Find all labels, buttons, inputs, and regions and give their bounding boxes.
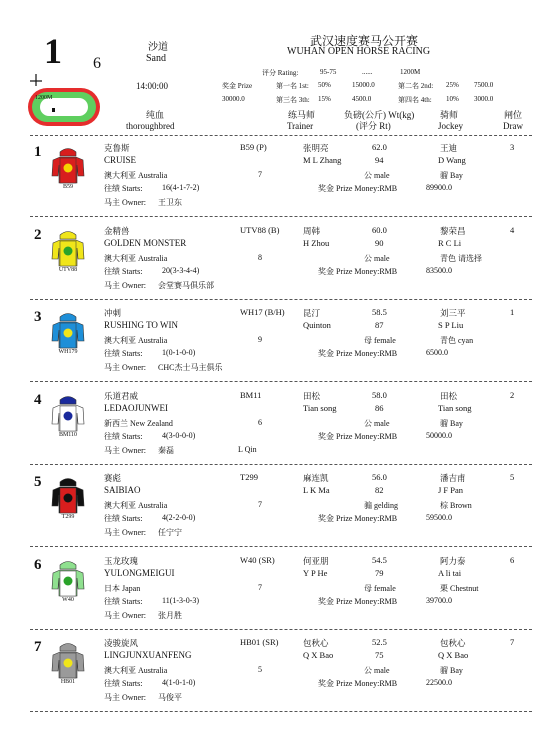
entry-number: 1 bbox=[34, 144, 42, 160]
prize-4th-pct: 10% bbox=[446, 95, 459, 103]
breed-cn: 纯血 bbox=[146, 110, 165, 120]
horse-name-cn: 克鲁斯 bbox=[104, 143, 130, 153]
divider bbox=[30, 464, 532, 465]
jockey-name-cn: 王迪 bbox=[440, 143, 458, 153]
prize-money-value: 39700.0 bbox=[426, 595, 452, 605]
owner-value: 任宁宁 bbox=[158, 528, 182, 537]
horse-color: 棕 Brown bbox=[440, 501, 472, 510]
prize-3rd-pct: 15% bbox=[318, 95, 331, 103]
weight-value: 54.5 bbox=[372, 554, 387, 565]
divider bbox=[30, 216, 532, 217]
starts-label: 往绩 Starts: bbox=[104, 679, 143, 688]
rating-value: 94 bbox=[375, 155, 384, 165]
weight-value: 58.0 bbox=[372, 389, 387, 400]
owner-label: 马主 Owner: bbox=[104, 280, 146, 290]
weight-header-en: (评分 Rt) bbox=[356, 121, 391, 131]
entry-number: 7 bbox=[34, 639, 42, 655]
owner-value: 马俊平 bbox=[158, 693, 182, 702]
gear-code: UTV88 (B) bbox=[240, 224, 280, 235]
barrier-draw: 1 bbox=[510, 307, 515, 317]
prize-money-value: 89900.0 bbox=[426, 183, 452, 192]
race-entry bbox=[0, 635, 550, 717]
jockey-header-cn: 骑师 bbox=[440, 110, 459, 120]
rating-value: 86 bbox=[375, 402, 384, 413]
gear-code: HB01 (SR) bbox=[240, 637, 279, 647]
owner-label: 马主 Owner: bbox=[104, 198, 146, 207]
horse-color: 骝 Bay bbox=[440, 171, 463, 180]
gear-code: B59 (P) bbox=[240, 142, 267, 152]
horse-age: 7 bbox=[258, 500, 262, 509]
horse-age: 5 bbox=[258, 665, 262, 674]
owner-label: 马主 Owner: bbox=[104, 693, 146, 702]
race-entry bbox=[0, 388, 550, 470]
starts-value: 4(2-2-0-0) bbox=[162, 513, 196, 522]
silk-code: WH179 bbox=[58, 349, 78, 355]
rating-value: 79 bbox=[375, 567, 384, 578]
surface-cn: 沙道 bbox=[148, 42, 168, 53]
trainer-name-cn: 何亚朋 bbox=[303, 555, 329, 566]
starts-value: 4(3-0-0-0) bbox=[162, 430, 196, 440]
horse-name-cn: 冲刺 bbox=[104, 308, 122, 318]
horse-color: 青色 请选择 bbox=[440, 253, 482, 263]
jockey-name-cn: 潘吉甫 bbox=[440, 473, 466, 483]
rating-value: 87 bbox=[375, 320, 384, 330]
weight-header-cn: 负磅(公斤) Wt(kg) bbox=[344, 110, 415, 120]
prize-4th-label: 第四名 4th: bbox=[398, 96, 432, 104]
prize-money-value: 83500.0 bbox=[426, 265, 452, 275]
horse-age: 9 bbox=[258, 335, 262, 344]
jockey-name-cn: 田松 bbox=[440, 390, 458, 401]
prize-money-label: 奖金 Prize Money:RMB bbox=[318, 514, 398, 523]
owner-value: 秦磊 bbox=[158, 445, 174, 455]
starts-value: 20(3-3-4-4) bbox=[162, 265, 200, 275]
barrier-draw: 5 bbox=[510, 472, 515, 482]
rating-value: 95-75 bbox=[320, 68, 337, 76]
rating-dots: ...... bbox=[362, 68, 373, 76]
jockey-silks-icon bbox=[50, 559, 86, 597]
horse-sex: 母 female bbox=[364, 336, 396, 345]
horse-sex: 公 male bbox=[364, 253, 390, 263]
starts-value: 11(1-3-0-3) bbox=[162, 595, 200, 605]
horse-age: 7 bbox=[258, 170, 262, 179]
breed-en: thoroughbred bbox=[126, 121, 175, 131]
rating-value: 75 bbox=[375, 650, 384, 660]
owner-label: 马主 Owner: bbox=[104, 528, 146, 537]
country: 澳大利亚 Australia bbox=[104, 336, 168, 345]
horse-name-cn: 金精兽 bbox=[104, 225, 130, 236]
surface-en: Sand bbox=[146, 53, 166, 64]
starts-label: 往绩 Starts: bbox=[104, 596, 143, 606]
jockey-name-en: Q X Bao bbox=[438, 650, 469, 660]
race-distance: 1200M bbox=[400, 68, 421, 76]
jockey-header-en: Jockey bbox=[438, 121, 463, 131]
owner-label: 马主 Owner: bbox=[104, 445, 146, 455]
horse-sex: 骟 gelding bbox=[364, 501, 398, 510]
draw-header-cn: 闸位 bbox=[504, 110, 523, 120]
trainer-name-cn: 昆汀 bbox=[303, 308, 321, 318]
weight-value: 52.5 bbox=[372, 637, 387, 647]
jockey-name-cn: 黎荣昌 bbox=[440, 225, 466, 236]
starts-label: 往绩 Starts: bbox=[104, 184, 143, 193]
race-title-en: WUHAN OPEN HORSE RACING bbox=[287, 46, 431, 57]
horse-name-en: CRUISE bbox=[104, 155, 137, 165]
starts-label: 往绩 Starts: bbox=[104, 266, 143, 276]
divider bbox=[30, 546, 532, 547]
jockey-name-en: J F Pan bbox=[438, 485, 464, 495]
race-entry bbox=[0, 470, 550, 552]
prize-label: 奖金 Prize bbox=[222, 82, 253, 90]
jockey-silks-icon bbox=[50, 476, 86, 514]
gear-code: T299 bbox=[240, 472, 258, 482]
gear-code: BM11 bbox=[240, 389, 262, 400]
race-title-cn: 武汉速度赛马公开赛 bbox=[310, 34, 419, 48]
track-distance-label: 1200M bbox=[35, 95, 53, 101]
silk-code: BM110 bbox=[58, 431, 78, 438]
silk-code: B59 bbox=[62, 184, 73, 190]
horse-name-en: GOLDEN MONSTER bbox=[104, 237, 187, 248]
owner-extra: L Qin bbox=[238, 444, 257, 454]
horse-sex: 公 male bbox=[364, 171, 390, 180]
jockey-silks-icon bbox=[50, 229, 86, 267]
country: 澳大利亚 Australia bbox=[104, 171, 168, 180]
trainer-name-cn: 麻连凯 bbox=[303, 473, 329, 483]
starts-value: 4(1-0-1-0) bbox=[162, 678, 196, 687]
prize-money-label: 奖金 Prize Money:RMB bbox=[318, 596, 398, 606]
track-diagram bbox=[26, 72, 106, 130]
starts-label: 往绩 Starts: bbox=[104, 349, 143, 358]
silk-code: HB01 bbox=[60, 679, 76, 685]
race-time: 14:00:00 bbox=[136, 81, 169, 91]
trainer-name-en: H Zhou bbox=[303, 237, 330, 248]
race-entry bbox=[0, 140, 550, 222]
race-entry bbox=[0, 305, 550, 387]
horse-age: 8 bbox=[258, 252, 262, 262]
prize-1st-amount: 15000.0 bbox=[352, 81, 375, 89]
jockey-name-en: S P Liu bbox=[438, 320, 464, 330]
horse-name-cn: 乐道君威 bbox=[104, 390, 139, 401]
starts-label: 往绩 Starts: bbox=[104, 431, 143, 441]
horse-name-cn: 赛彪 bbox=[104, 473, 122, 483]
barrier-draw: 7 bbox=[510, 637, 515, 647]
prize-2nd-amount: 7500.0 bbox=[474, 81, 494, 89]
prize-3rd-amount: 4500.0 bbox=[352, 95, 372, 103]
barrier-draw: 4 bbox=[510, 224, 515, 235]
divider bbox=[30, 629, 532, 630]
jockey-silks-icon bbox=[50, 394, 86, 432]
jockey-name-en: Tian song bbox=[438, 402, 472, 413]
trainer-name-en: Quinton bbox=[303, 320, 331, 330]
prize-money-label: 奖金 Prize Money:RMB bbox=[318, 266, 398, 276]
prize-money-label: 奖金 Prize Money:RMB bbox=[318, 431, 398, 441]
trainer-name-cn: 田松 bbox=[303, 390, 321, 401]
horse-age: 6 bbox=[258, 417, 262, 427]
silk-code: W40 bbox=[62, 596, 74, 603]
silk-code: UTV88 bbox=[58, 266, 78, 273]
prize-money-label: 奖金 Prize Money:RMB bbox=[318, 679, 398, 688]
starts-value: 1(0-1-0-0) bbox=[162, 348, 196, 357]
jockey-name-cn: 包秋心 bbox=[440, 638, 466, 648]
barrier-draw: 6 bbox=[510, 554, 515, 565]
horse-name-cn: 凌骏旋风 bbox=[104, 638, 139, 648]
trainer-name-en: Q X Bao bbox=[303, 650, 334, 660]
horse-color: 栗 Chestnut bbox=[440, 583, 479, 593]
trainer-name-cn: 周韩 bbox=[303, 225, 321, 236]
trainer-name-en: Tian song bbox=[303, 402, 337, 413]
horse-sex: 公 male bbox=[364, 666, 390, 675]
prize-money-value: 22500.0 bbox=[426, 678, 452, 687]
weight-value: 58.5 bbox=[372, 307, 387, 317]
owner-value: 会堂赛马俱乐部 bbox=[158, 280, 214, 290]
prize-4th-amount: 3000.0 bbox=[474, 95, 494, 103]
prize-2nd-label: 第二名 2nd: bbox=[398, 82, 434, 90]
race-entry bbox=[0, 553, 550, 635]
barrier-draw: 3 bbox=[510, 142, 515, 152]
horse-name-en: LEDAOJUNWEI bbox=[104, 402, 168, 413]
horse-name-en: SAIBIAO bbox=[104, 485, 141, 495]
jockey-name-en: A li tai bbox=[438, 567, 462, 578]
prize-1st-pct: 50% bbox=[318, 81, 331, 89]
jockey-silks-icon bbox=[50, 311, 86, 349]
gear-code: WH17 (B/H) bbox=[240, 307, 285, 317]
horse-name-en: RUSHING TO WIN bbox=[104, 320, 179, 330]
race-distance-mark: 6 bbox=[93, 55, 101, 72]
jockey-silks-icon bbox=[50, 146, 86, 184]
jockey-name-en: D Wang bbox=[438, 155, 466, 165]
jockey-silks-icon bbox=[50, 641, 86, 679]
prize-money-value: 59500.0 bbox=[426, 513, 452, 522]
horse-color: 骝 Bay bbox=[440, 418, 463, 428]
horse-sex: 母 female bbox=[364, 583, 396, 593]
prize-money-value: 6500.0 bbox=[426, 348, 448, 357]
horse-name-en: LINGJUNXUANFENG bbox=[104, 650, 192, 660]
prize-money-label: 奖金 Prize Money:RMB bbox=[318, 349, 398, 358]
prize-money-value: 50000.0 bbox=[426, 430, 452, 440]
owner-value: 王卫东 bbox=[158, 198, 182, 207]
jockey-name-cn: 刘三平 bbox=[440, 308, 466, 318]
country: 澳大利亚 Australia bbox=[104, 253, 168, 263]
horse-color: 青色 cyan bbox=[440, 336, 474, 345]
prize-1st-label: 第一名 1st: bbox=[276, 82, 309, 90]
gear-code: W40 (SR) bbox=[240, 554, 275, 565]
weight-value: 56.0 bbox=[372, 472, 387, 482]
entry-number: 6 bbox=[34, 556, 42, 573]
owner-label: 马主 Owner: bbox=[104, 610, 146, 620]
prize-3rd-label: 第三名 3th: bbox=[276, 96, 310, 104]
trainer-name-en: M L Zhang bbox=[303, 155, 342, 165]
jockey-name-en: R C Li bbox=[438, 237, 462, 248]
starts-value: 16(4-1-7-2) bbox=[162, 183, 200, 192]
draw-header-en: Draw bbox=[503, 121, 523, 131]
prize-2nd-pct: 25% bbox=[446, 81, 459, 89]
trainer-name-cn: 张明亮 bbox=[303, 143, 329, 153]
rating-label: 评分 Rating: bbox=[262, 69, 299, 77]
trainer-header-en: Trainer bbox=[287, 121, 314, 131]
horse-sex: 公 male bbox=[364, 418, 390, 428]
prize-money-label: 奖金 Prize Money:RMB bbox=[318, 184, 398, 193]
divider bbox=[30, 711, 532, 712]
weight-value: 60.0 bbox=[372, 224, 387, 235]
rating-value: 90 bbox=[375, 237, 384, 248]
horse-color: 骝 Bay bbox=[440, 666, 463, 675]
race-entry bbox=[0, 223, 550, 305]
owner-value: CHC杰士马主俱乐 bbox=[158, 363, 223, 372]
silk-code: T299 bbox=[61, 514, 75, 520]
country: 日本 Japan bbox=[104, 583, 141, 593]
jockey-name-cn: 阿力泰 bbox=[440, 555, 466, 566]
entry-number: 2 bbox=[34, 226, 42, 243]
entry-number: 4 bbox=[34, 391, 42, 408]
divider bbox=[30, 299, 532, 300]
country: 澳大利亚 Australia bbox=[104, 501, 168, 510]
country: 新西兰 New Zealand bbox=[104, 418, 173, 428]
horse-name-en: YULONGMEIGUI bbox=[104, 567, 175, 578]
race-number: 1 bbox=[44, 31, 62, 71]
weight-value: 62.0 bbox=[372, 142, 387, 152]
trainer-header-cn: 练马师 bbox=[288, 110, 316, 120]
entry-number: 3 bbox=[34, 309, 42, 325]
owner-value: 张月胜 bbox=[158, 610, 182, 620]
horse-age: 7 bbox=[258, 582, 262, 592]
trainer-name-cn: 包秋心 bbox=[303, 638, 329, 648]
divider bbox=[30, 381, 532, 382]
barrier-draw: 2 bbox=[510, 389, 515, 400]
prize-total: 30000.0 bbox=[222, 95, 245, 103]
divider bbox=[30, 135, 532, 136]
entry-number: 5 bbox=[34, 474, 42, 490]
owner-label: 马主 Owner: bbox=[104, 363, 146, 372]
rating-value: 82 bbox=[375, 485, 384, 495]
country: 澳大利亚 Australia bbox=[104, 666, 168, 675]
horse-name-cn: 玉龙玫瑰 bbox=[104, 555, 139, 566]
starts-label: 往绩 Starts: bbox=[104, 514, 143, 523]
trainer-name-en: L K Ma bbox=[303, 485, 330, 495]
trainer-name-en: Y P He bbox=[303, 567, 328, 578]
